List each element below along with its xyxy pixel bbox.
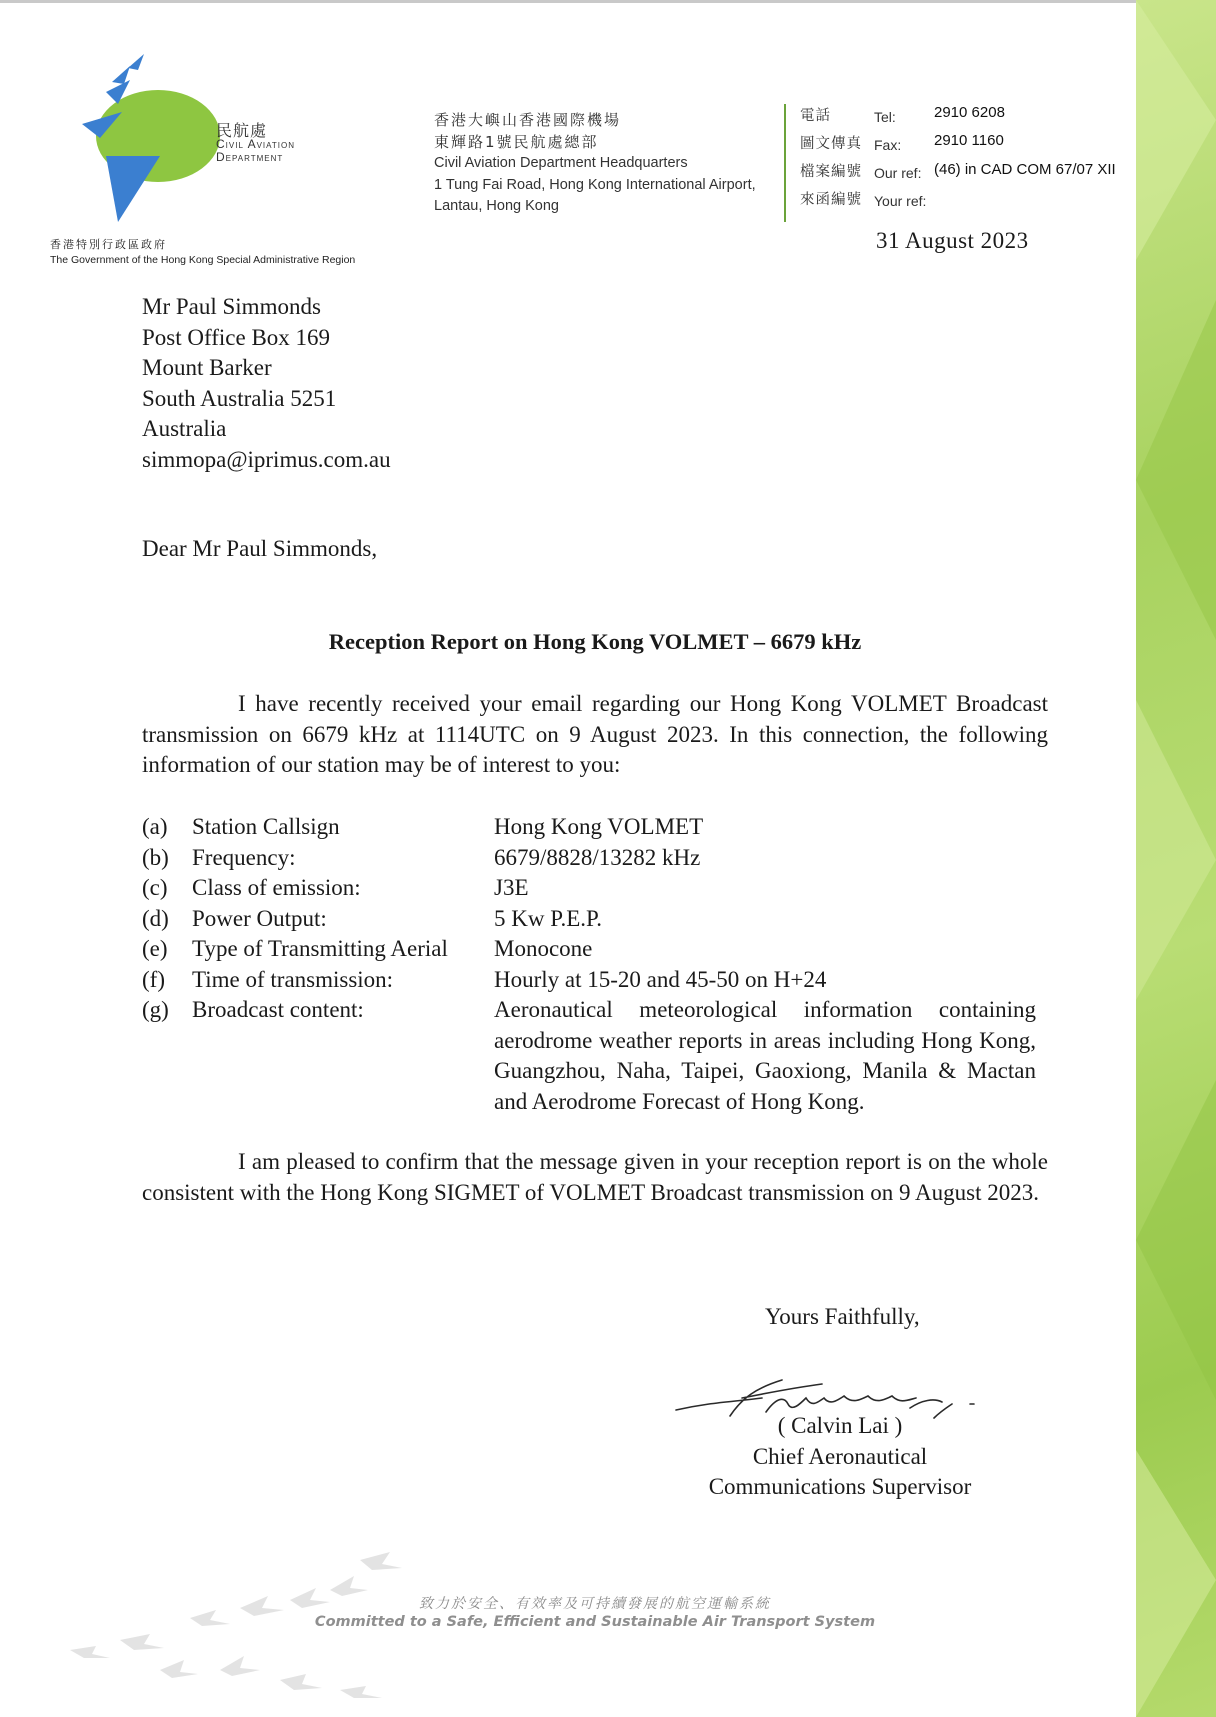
item-label: (f) xyxy=(142,966,165,992)
salutation: Dear Mr Paul Simmonds, xyxy=(142,536,378,561)
recipient-line: South Australia 5251 xyxy=(142,385,337,411)
signer-block xyxy=(640,1411,1040,1503)
signer-title: Communications Supervisor xyxy=(708,1474,972,1499)
department-address xyxy=(434,110,756,218)
recipient-address xyxy=(142,292,391,475)
closing: Yours Faithfully, xyxy=(765,1304,920,1329)
item-name: Time of transmission: xyxy=(192,966,394,992)
footer-motto-zh: 致力於安全、有效率及可持續發展的航空運輸系統 xyxy=(419,1596,771,1612)
address-line: 東輝路1號民航處總部 xyxy=(434,132,599,151)
item-name: Station Callsign xyxy=(192,814,340,839)
address-divider xyxy=(784,104,786,222)
top-scan-edge xyxy=(0,0,1216,3)
item-name: Class of emission: xyxy=(192,875,361,900)
item-label: (d) xyxy=(142,905,169,931)
item-value: Aeronautical meteorological information containing aerodrome weather reports in areas including Hong Kong, Guangzhou, Naha, Taipei, Gaoxiong, Manila & Mactan and Aerodrome Forecast of Hong Kong. xyxy=(494,997,1036,1114)
item-value: 5 Kw P.E.P. xyxy=(494,905,603,931)
our-ref-label-en: Our ref: xyxy=(874,165,922,181)
item-name: Broadcast content: xyxy=(192,997,364,1022)
item-name: Type of Transmitting Aerial xyxy=(192,936,448,961)
item-label: (e) xyxy=(142,936,168,961)
item-label: (g) xyxy=(142,997,169,1022)
your-ref-label-en: Your ref: xyxy=(874,193,927,209)
address-line: 香港大嶼山香港國際機場 xyxy=(434,111,622,129)
tel-label-zh: 電話 xyxy=(800,108,831,124)
our-ref-value: (46) in CAD COM 67/07 XII xyxy=(934,161,1116,178)
recipient-line: Mr Paul Simmonds xyxy=(142,294,321,319)
fax-value: 2910 1160 xyxy=(934,132,1004,149)
item-name: Power Output: xyxy=(192,905,327,931)
recipient-email: simmopa@iprimus.com.au xyxy=(142,446,391,472)
address-line: Civil Aviation Department Headquarters xyxy=(434,155,688,171)
fax-label-zh: 圖文傳真 xyxy=(800,136,862,152)
tel-value: 2910 6208 xyxy=(934,104,1005,121)
recipient-line: Mount Barker xyxy=(142,355,272,380)
subject-heading: Reception Report on Hong Kong VOLMET – 6679 kHz xyxy=(328,629,862,654)
body-paragraph-2 xyxy=(142,1147,1048,1208)
item-value: Hong Kong VOLMET xyxy=(494,814,704,839)
item-label: (a) xyxy=(142,814,168,839)
department-name-en: Civil Aviation Department xyxy=(216,137,295,164)
green-side-strip xyxy=(1136,0,1216,1717)
item-value: Monocone xyxy=(494,936,593,961)
department-name-zh: 民航處 xyxy=(216,121,268,140)
signer-name: ( Calvin Lai ) xyxy=(777,1413,903,1438)
footer-motto-en: Committed to a Safe, Efficient and Sustainable Air Transport System xyxy=(314,1614,876,1630)
our-ref-label-zh: 檔案編號 xyxy=(800,164,862,180)
item-value: J3E xyxy=(494,875,529,900)
item-name: Frequency: xyxy=(192,844,296,870)
body-paragraph-1 xyxy=(142,689,1048,781)
signer-title: Chief Aeronautical xyxy=(752,1443,928,1469)
paragraph-text: I am pleased to confirm that the message given in your reception report is on the whole consistent with the Hong Kong SIGMET of VOLMET Broadcast transmission on 9 August 2023. xyxy=(142,1149,1048,1205)
recipient-line: Australia xyxy=(142,416,227,441)
address-line: 1 Tung Fai Road, Hong Kong International Airport, xyxy=(434,176,756,193)
your-ref-label-zh: 來函編號 xyxy=(800,192,862,208)
item-value: Hourly at 15-20 and 45-50 on H+24 xyxy=(494,966,827,992)
fax-label-en: Fax: xyxy=(874,137,902,153)
government-name-en: The Government of the Hong Kong Special Administrative Region xyxy=(50,254,356,266)
paragraph-text: I have recently received your email regarding our Hong Kong VOLMET Broadcast transmission on 6679 kHz at 1114UTC on 9 August 2023. In this connection, the following information of our station may be of interest to you: xyxy=(142,691,1048,777)
recipient-line: Post Office Box 169 xyxy=(142,324,331,350)
tel-label-en: Tel: xyxy=(874,109,896,125)
government-name-zh: 香港特別行政區政府 xyxy=(50,238,167,251)
item-label: (b) xyxy=(142,844,169,870)
item-value: 6679/8828/13282 kHz xyxy=(494,844,701,870)
address-line: Lantau, Hong Kong xyxy=(434,198,559,214)
letter-date: 31 August 2023 xyxy=(876,228,1029,253)
item-label: (c) xyxy=(142,875,168,900)
